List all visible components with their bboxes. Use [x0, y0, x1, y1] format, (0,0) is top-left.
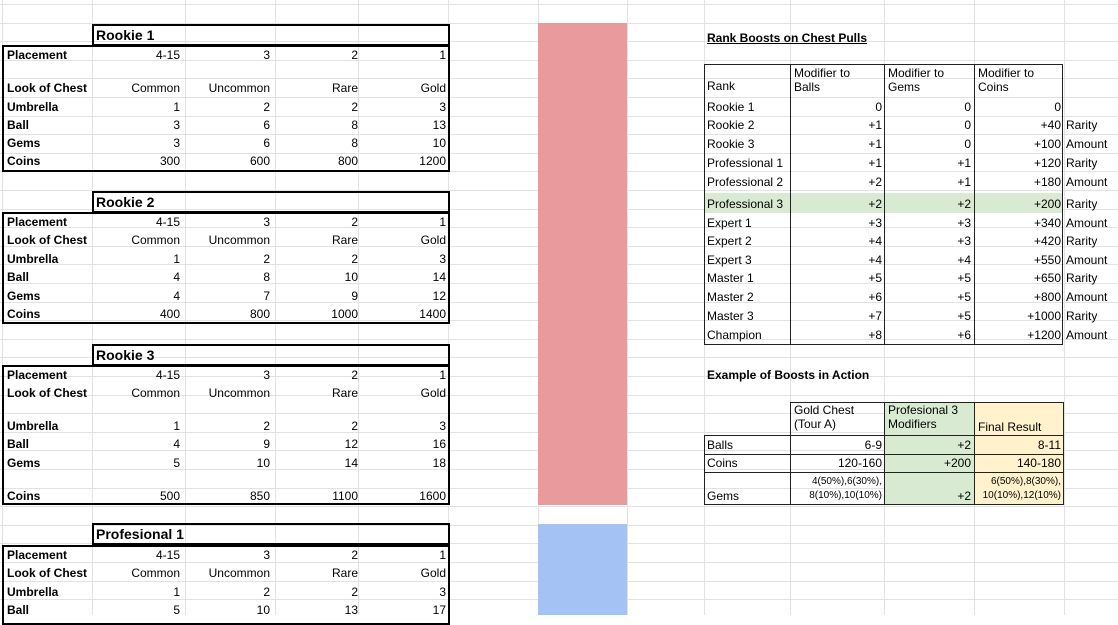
- table-cell[interactable]: Gold: [420, 81, 446, 95]
- table-cell[interactable]: 1: [173, 585, 180, 599]
- table-cell[interactable]: 14: [344, 456, 358, 470]
- row-label: Placement: [7, 368, 68, 382]
- row-label: Gems: [7, 136, 41, 150]
- balls-modifier[interactable]: +1: [868, 137, 882, 151]
- table-title: Rookie 3: [96, 347, 155, 363]
- rank-name[interactable]: Master 1: [707, 271, 754, 285]
- balls-modifier[interactable]: +1: [868, 118, 882, 132]
- table-cell[interactable]: Rare: [331, 233, 358, 247]
- table-cell[interactable]: 8: [351, 118, 358, 132]
- table-cell[interactable]: 1: [439, 215, 446, 229]
- rank-boosts-title: Rank Boosts on Chest Pulls: [707, 31, 868, 45]
- rank-name[interactable]: Expert 1: [707, 216, 752, 230]
- table-cell[interactable]: 10: [344, 270, 358, 284]
- coins-modifier[interactable]: +1200: [1027, 328, 1061, 342]
- boost-type-note[interactable]: Amount: [1066, 328, 1108, 342]
- rank-header-1: Modifier to Balls: [794, 66, 851, 94]
- table-cell[interactable]: 4: [173, 289, 180, 303]
- row-label: Coins: [7, 154, 41, 168]
- final-result-header: Final Result: [978, 420, 1042, 434]
- table-cell[interactable]: 4-15: [155, 215, 180, 229]
- table-cell[interactable]: 2: [351, 100, 358, 114]
- table-cell[interactable]: 1600: [419, 489, 446, 503]
- table-cell[interactable]: 4-15: [155, 548, 180, 562]
- row-label: Look of Chest: [7, 233, 87, 247]
- row-label: Umbrella: [7, 585, 59, 599]
- table-cell[interactable]: 7: [263, 289, 270, 303]
- table-cell[interactable]: 6: [263, 136, 270, 150]
- table-cell[interactable]: 2: [351, 215, 358, 229]
- row-label: Ball: [7, 270, 30, 284]
- table-cell[interactable]: Common: [131, 81, 180, 95]
- gems-modifier[interactable]: +1: [957, 175, 971, 189]
- rank-name[interactable]: Rookie 2: [707, 118, 755, 132]
- red-column-block: [538, 23, 627, 505]
- gems-modifier[interactable]: +2: [957, 197, 971, 211]
- table-title: Rookie 2: [96, 194, 155, 210]
- blue-column-block: [538, 524, 627, 615]
- rank-header-2: Modifier to Gems: [888, 66, 945, 94]
- final-value-line2: 10(10%),12(10%): [982, 490, 1061, 501]
- rank-name[interactable]: Rookie 1: [707, 100, 755, 114]
- boost-type-note[interactable]: Amount: [1066, 175, 1108, 189]
- row-label: Umbrella: [7, 252, 59, 266]
- table-cell[interactable]: 2: [263, 419, 270, 433]
- table-body-box: [2, 212, 450, 324]
- balls-modifier[interactable]: 0: [875, 100, 882, 114]
- gems-modifier[interactable]: 0: [964, 137, 971, 151]
- table-cell[interactable]: 10: [256, 456, 270, 470]
- gold-chest-header: Gold Chest (Tour A): [794, 403, 855, 431]
- row-label: Look of Chest: [7, 386, 87, 400]
- table-cell[interactable]: 2: [351, 252, 358, 266]
- table-cell[interactable]: Gold: [420, 566, 446, 580]
- column-divider: [790, 64, 791, 345]
- table-cell[interactable]: 3: [439, 100, 446, 114]
- coins-modifier[interactable]: +800: [1033, 290, 1061, 304]
- table-cell[interactable]: Common: [131, 233, 180, 247]
- table-cell[interactable]: 4: [173, 437, 180, 451]
- table-cell[interactable]: Gold: [420, 386, 446, 400]
- table-title: Profesional 1: [96, 526, 184, 542]
- example-row-label: Balls: [707, 438, 734, 452]
- rank-name[interactable]: Expert 3: [707, 253, 752, 267]
- row-label: Ball: [7, 437, 30, 451]
- example-title: Example of Boosts in Action: [707, 368, 870, 382]
- table-cell[interactable]: 600: [249, 154, 270, 168]
- row-label: Placement: [7, 48, 68, 62]
- table-cell[interactable]: 800: [249, 307, 270, 321]
- table-cell[interactable]: Uncommon: [208, 81, 270, 95]
- rank-name[interactable]: Professional 3: [707, 197, 784, 211]
- coins-modifier[interactable]: 0: [1054, 100, 1061, 114]
- table-cell[interactable]: Rare: [331, 566, 358, 580]
- table-cell[interactable]: 13: [432, 118, 446, 132]
- coins-modifier[interactable]: +1000: [1027, 309, 1061, 323]
- column-divider: [974, 64, 975, 345]
- boost-type-note[interactable]: Rarity: [1066, 271, 1098, 285]
- balls-modifier[interactable]: +2: [868, 197, 882, 211]
- table-cell[interactable]: 1: [173, 419, 180, 433]
- balls-modifier[interactable]: +3: [868, 216, 882, 230]
- row-label: Ball: [7, 118, 30, 132]
- boost-type-note[interactable]: Rarity: [1066, 234, 1098, 248]
- table-cell[interactable]: 1200: [419, 154, 446, 168]
- table-cell[interactable]: 5: [173, 603, 180, 617]
- row-label: Placement: [7, 548, 68, 562]
- example-row-label: Coins: [707, 456, 738, 470]
- coins-modifier[interactable]: +100: [1033, 137, 1061, 151]
- gems-modifier[interactable]: +5: [957, 271, 971, 285]
- table-cell[interactable]: 500: [159, 489, 180, 503]
- table-cell[interactable]: 2: [263, 252, 270, 266]
- rank-name[interactable]: Champion: [707, 328, 762, 342]
- table-cell[interactable]: Uncommon: [208, 233, 270, 247]
- row-label: Umbrella: [7, 419, 59, 433]
- row-label: Coins: [7, 489, 41, 503]
- table-cell[interactable]: 2: [351, 585, 358, 599]
- coins-modifier[interactable]: +340: [1033, 216, 1061, 230]
- boost-type-note[interactable]: Amount: [1066, 290, 1108, 304]
- table-cell[interactable]: 1400: [419, 307, 446, 321]
- balls-modifier[interactable]: +6: [868, 290, 882, 304]
- final-value: 140-180: [1016, 456, 1061, 470]
- final-value: 8-11: [1037, 438, 1061, 452]
- balls-modifier[interactable]: +4: [868, 253, 882, 267]
- table-cell[interactable]: 4: [173, 270, 180, 284]
- boost-type-note[interactable]: Rarity: [1066, 156, 1098, 170]
- row-label: Coins: [7, 307, 41, 321]
- row-label: Placement: [7, 215, 68, 229]
- final-value-line1: 6(50%),8(30%),: [990, 476, 1061, 487]
- table-cell[interactable]: 1: [173, 252, 180, 266]
- table-cell[interactable]: 4-15: [155, 48, 180, 62]
- rank-name[interactable]: Master 2: [707, 290, 754, 304]
- table-cell[interactable]: 2: [351, 548, 358, 562]
- table-cell[interactable]: 2: [351, 419, 358, 433]
- table-cell[interactable]: Common: [131, 566, 180, 580]
- table-cell[interactable]: 2: [351, 48, 358, 62]
- table-cell[interactable]: 10: [256, 603, 270, 617]
- table-cell[interactable]: 14: [432, 270, 446, 284]
- boost-type-note[interactable]: Rarity: [1066, 118, 1098, 132]
- table-cell[interactable]: 1: [439, 48, 446, 62]
- example-row-label: Gems: [707, 489, 740, 503]
- table-cell[interactable]: 8: [351, 136, 358, 150]
- coins-modifier[interactable]: +180: [1033, 175, 1061, 189]
- gems-modifier[interactable]: +3: [957, 216, 971, 230]
- gems-modifier[interactable]: +5: [957, 309, 971, 323]
- row-label: Umbrella: [7, 100, 59, 114]
- table-cell[interactable]: 3: [439, 252, 446, 266]
- example-divider: [790, 402, 791, 505]
- table-title: Rookie 1: [96, 27, 155, 43]
- example-right-border: [1063, 402, 1064, 505]
- table-cell[interactable]: 3: [263, 215, 270, 229]
- balls-modifier[interactable]: +2: [868, 175, 882, 189]
- table-cell[interactable]: 13: [344, 603, 358, 617]
- table-cell[interactable]: 12: [432, 289, 446, 303]
- table-cell[interactable]: 9: [351, 289, 358, 303]
- modifier-value: +2: [957, 438, 971, 452]
- table-cell[interactable]: 1100: [332, 489, 358, 503]
- boost-type-note[interactable]: Rarity: [1066, 309, 1098, 323]
- boost-type-note[interactable]: Amount: [1066, 216, 1108, 230]
- example-divider: [884, 402, 885, 505]
- table-cell[interactable]: 9: [263, 437, 270, 451]
- balls-modifier[interactable]: +4: [868, 234, 882, 248]
- balls-modifier[interactable]: +5: [868, 271, 882, 285]
- row-label: Gems: [7, 456, 41, 470]
- gold-value: 120-160: [837, 456, 882, 470]
- table-cell[interactable]: 3: [173, 118, 180, 132]
- gold-value-line2: 8(10%),10(10%): [809, 490, 882, 501]
- table-cell[interactable]: 2: [351, 368, 358, 382]
- table-cell[interactable]: 850: [249, 489, 270, 503]
- row-label: Ball: [7, 603, 30, 617]
- coins-modifier[interactable]: +40: [1040, 118, 1061, 132]
- modifier-value: +200: [943, 456, 971, 470]
- table-cell[interactable]: 3: [263, 368, 270, 382]
- column-divider: [884, 64, 885, 345]
- modifier-value: +2: [957, 489, 971, 503]
- table-cell[interactable]: 300: [159, 154, 180, 168]
- table-cell[interactable]: 3: [439, 585, 446, 599]
- table-cell[interactable]: 3: [439, 419, 446, 433]
- table-cell[interactable]: 18: [432, 456, 446, 470]
- table-cell[interactable]: 1: [439, 368, 446, 382]
- gems-modifier[interactable]: 0: [964, 100, 971, 114]
- rank-name[interactable]: Master 3: [707, 309, 754, 323]
- coins-modifier[interactable]: +200: [1033, 197, 1061, 211]
- row-label: Look of Chest: [7, 566, 87, 580]
- table-cell[interactable]: 1: [439, 548, 446, 562]
- table-cell[interactable]: Uncommon: [208, 566, 270, 580]
- row-label: Look of Chest: [7, 81, 87, 95]
- table-cell[interactable]: 17: [432, 603, 446, 617]
- table-cell[interactable]: Rare: [331, 81, 358, 95]
- table-cell[interactable]: Rare: [331, 386, 358, 400]
- coins-modifier[interactable]: +120: [1033, 156, 1061, 170]
- table-cell[interactable]: 1: [173, 100, 180, 114]
- gold-value: 6-9: [864, 438, 882, 452]
- gems-modifier[interactable]: +5: [957, 290, 971, 304]
- example-divider: [974, 402, 975, 505]
- gold-value-line1: 4(50%),6(30%),: [811, 476, 882, 487]
- rank-name[interactable]: Professional 2: [707, 175, 784, 189]
- table-cell[interactable]: 2: [263, 100, 270, 114]
- gems-modifier[interactable]: +3: [957, 234, 971, 248]
- coins-modifier[interactable]: +650: [1033, 271, 1061, 285]
- example-left-border: [704, 435, 705, 505]
- rank-name[interactable]: Expert 2: [707, 234, 752, 248]
- table-cell[interactable]: 3: [263, 548, 270, 562]
- table-body-box: [2, 545, 450, 625]
- gems-modifier[interactable]: +1: [957, 156, 971, 170]
- modifiers-header: Profesional 3 Modifiers: [888, 403, 959, 431]
- balls-modifier[interactable]: +8: [868, 328, 882, 342]
- table-cell[interactable]: 16: [432, 437, 446, 451]
- table-cell[interactable]: 3: [263, 48, 270, 62]
- gems-modifier[interactable]: 0: [964, 118, 971, 132]
- table-cell[interactable]: 1000: [331, 307, 358, 321]
- rank-name[interactable]: Professional 1: [707, 156, 784, 170]
- gems-modifier[interactable]: +4: [957, 253, 971, 267]
- balls-modifier[interactable]: +7: [868, 309, 882, 323]
- table-cell[interactable]: 2: [263, 585, 270, 599]
- gems-modifier[interactable]: +6: [957, 328, 971, 342]
- rank-header-3: Modifier to Coins: [978, 66, 1035, 94]
- balls-modifier[interactable]: +1: [868, 156, 882, 170]
- table-cell[interactable]: Uncommon: [208, 386, 270, 400]
- table-cell[interactable]: Common: [131, 386, 180, 400]
- boost-type-note[interactable]: Amount: [1066, 253, 1108, 267]
- table-cell[interactable]: 3: [173, 136, 180, 150]
- row-label: Gems: [7, 289, 41, 303]
- table-cell[interactable]: 5: [173, 456, 180, 470]
- table-cell[interactable]: 8: [263, 270, 270, 284]
- table-cell[interactable]: 12: [344, 437, 358, 451]
- boost-type-note[interactable]: Amount: [1066, 137, 1108, 151]
- boost-type-note[interactable]: Rarity: [1066, 197, 1098, 211]
- coins-modifier[interactable]: +420: [1033, 234, 1061, 248]
- table-cell[interactable]: 400: [159, 307, 180, 321]
- rank-header-0: Rank: [707, 79, 736, 93]
- table-cell[interactable]: Gold: [420, 233, 446, 247]
- table-body-box: [2, 45, 450, 172]
- table-cell[interactable]: 10: [432, 136, 446, 150]
- rank-name[interactable]: Rookie 3: [707, 137, 755, 151]
- coins-modifier[interactable]: +550: [1033, 253, 1061, 267]
- table-cell[interactable]: 4-15: [155, 368, 180, 382]
- table-cell[interactable]: 800: [337, 154, 358, 168]
- table-cell[interactable]: 6: [263, 118, 270, 132]
